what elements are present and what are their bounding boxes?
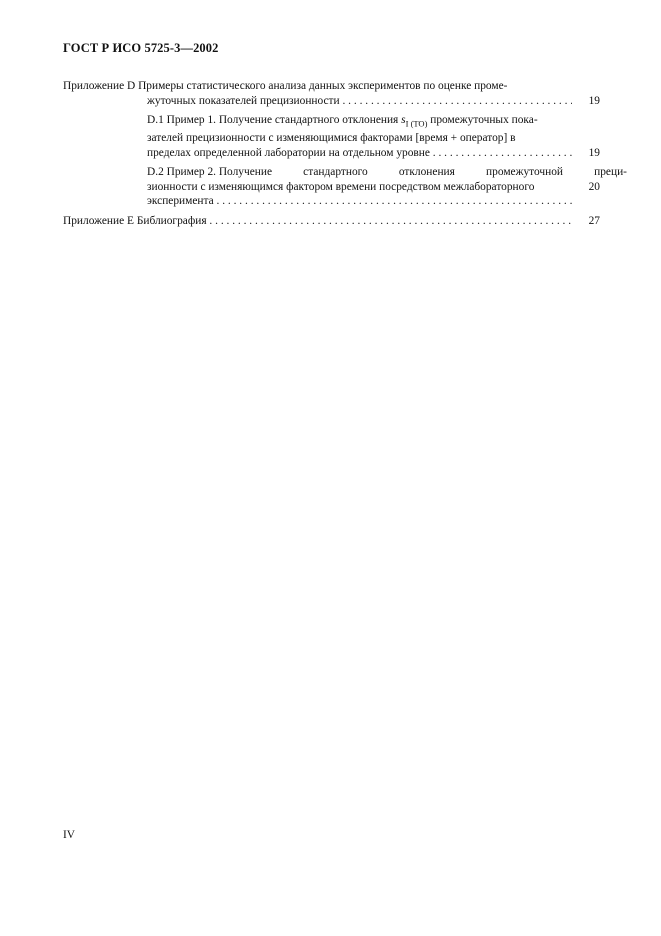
dot-leader: [207, 215, 572, 227]
page-number: 19: [588, 146, 600, 159]
toc-entry-d1[interactable]: [63, 113, 600, 160]
appendix-e-title: Библиография: [136, 215, 207, 228]
dot-leader: [214, 195, 572, 207]
toc-entry-appendix-d-line2: [63, 94, 600, 109]
dot-leader: [340, 95, 572, 107]
toc-entry-appendix-e[interactable]: [63, 214, 600, 229]
table-of-contents: [63, 79, 627, 229]
appendix-d-label: Приложение D: [63, 80, 136, 92]
d1-title-pre: D.1 Пример 1. Получение стандартного отклонения: [147, 114, 399, 127]
dot-leader: [430, 147, 572, 159]
d1-title-post: промежуточных пока-: [430, 114, 538, 127]
d2-title-line2: зионности с изменяющимся фактором времени посредством межлабораторного: [147, 180, 535, 193]
page-number: 20: [588, 180, 600, 193]
d2-title-line1: D.2 Пример 2. Получение стандартного отклонения промежуточной преци-: [147, 166, 627, 179]
toc-entry-d2[interactable]: [63, 165, 627, 209]
appendix-d-title-line2: жуточных показателей прецизионности: [147, 94, 340, 107]
document-header: ГОСТ Р ИСО 5725-3—2002: [63, 41, 219, 55]
symbol-s-i-to: $s_{I (TO)}$: [401, 114, 428, 129]
d1-title-line2: зателей прецизионности с изменяющимися факторами [время + оператор] в: [147, 132, 516, 145]
appendix-e-label: Приложение E: [63, 215, 134, 228]
toc-entry-appendix-d[interactable]: [63, 79, 627, 209]
toc-entry-appendix-d-line1: [63, 79, 600, 94]
page-footer-number: IV: [63, 829, 76, 841]
page-number: 19: [588, 94, 600, 107]
d1-title-line3: пределах определенной лаборатории на отдельном уровне: [147, 146, 430, 159]
d2-title-line3: эксперимента: [147, 195, 214, 208]
appendix-d-title-line1: Примеры статистического анализа данных экспериментов по оценке проме-: [138, 80, 508, 92]
page-number: 27: [588, 215, 600, 228]
